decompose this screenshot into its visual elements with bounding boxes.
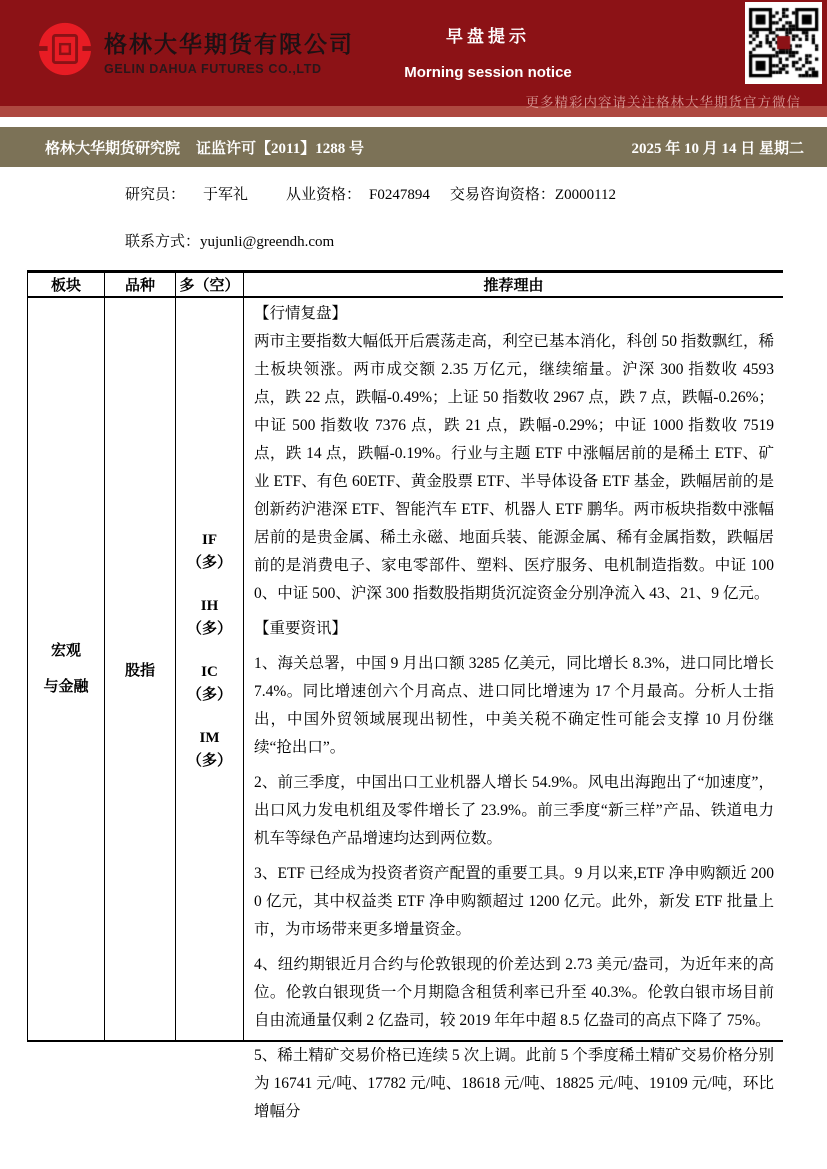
sector-line: 与金融 xyxy=(43,679,89,695)
contact-line xyxy=(125,230,616,251)
research-institute: 格林大华期货研究院 xyxy=(45,140,181,157)
researcher-line xyxy=(125,183,616,204)
researcher-block xyxy=(125,183,616,251)
advisory-number: Z0000112 xyxy=(554,187,617,203)
company-name-cn: 格林大华期货有限公司 xyxy=(104,32,354,57)
sector-line: 宏观 xyxy=(50,643,81,659)
news-item: 4、纽约期银近月合约与伦敦银现的价差达到 2.73 美元/盎司，为近年来的高位。伦敦白银现货一个月期隐含租赁利率已升至 40.3%。伦敦白银市场目前自由流通量仅剩 2 亿盎司，较 2019 年年中超 8.5 亿盎司的高点下降了 75%。 xyxy=(254,956,774,1029)
notice-title-block xyxy=(398,22,578,81)
cert-number: F0247894 xyxy=(369,187,430,203)
direction-long: （多） xyxy=(186,753,232,769)
researcher-name: 于军礼 xyxy=(203,187,249,203)
contract-code: IF xyxy=(201,532,217,548)
news-item: 5、稀土精矿交易价格已连续 5 次上调。此前 5 个季度稀土精矿交易价格分别为 16741 元/吨、17782 元/吨、18618 元/吨、18825 元/吨、19109 元/吨，环比增幅分 xyxy=(254,1047,774,1120)
company-name-en: GELIN DAHUA FUTURES CO.,LTD xyxy=(104,62,322,76)
col-header-variety: 品种 xyxy=(105,273,176,296)
col-header-sector: 板块 xyxy=(28,273,105,296)
position-entry xyxy=(187,727,232,773)
reason-cell xyxy=(244,298,783,1120)
contact-email: yujunli@greendh.com xyxy=(200,234,335,250)
qr-code xyxy=(745,2,822,84)
position-entry xyxy=(187,529,232,575)
direction-long: （多） xyxy=(186,555,232,571)
section-heading-market-review: 【行情复盘】 xyxy=(254,305,348,322)
sector-cell xyxy=(28,298,105,1040)
license-number: 证监许可【2011】1288 号 xyxy=(196,140,364,157)
news-item: 1、海关总署，中国 9 月出口额 3285 亿美元，同比增长 8.3%，进口同比增长 7.4%。同比增速创六个月高点、进口同比增速为 17 个月最高。分析人士指出，中国外贸领域展现出韧性，中美关税不确定性可能会支撑 10 月份继续“抢出口”。 xyxy=(254,655,774,756)
position-entry xyxy=(187,661,232,707)
col-header-reason: 推荐理由 xyxy=(483,278,544,294)
company-name-block xyxy=(104,26,354,76)
info-bar-left xyxy=(45,137,364,158)
table-row xyxy=(28,298,783,1120)
variety-label: 股指 xyxy=(124,662,155,679)
advisory-label: 交易咨询资格： xyxy=(449,187,555,203)
recommendation-table xyxy=(27,270,783,1120)
contract-code: IC xyxy=(201,664,218,680)
notice-title-cn: 早盘提示 xyxy=(446,27,530,46)
variety-cell xyxy=(105,298,176,1040)
wechat-follow-notice: 更多精彩内容请关注格林大华期货官方微信 xyxy=(525,95,801,110)
news-item: 2、前三季度，中国出口工业机器人增长 54.9%。风电出海跑出了“加速度”，出口风力发电机组及零件增长了 23.9%。前三季度“新三样”产品、铁道电力机车等绿色产品增速均达到两位数。 xyxy=(254,774,774,847)
col-header-position: 多（空） xyxy=(176,273,244,296)
direction-long: （多） xyxy=(186,621,232,637)
cert-label: 从业资格： xyxy=(286,187,362,203)
contact-label: 联系方式： xyxy=(125,234,201,250)
market-review-paragraph: 两市主要指数大幅低开后震荡走高，利空已基本消化，科创 50 指数飘红，稀土板块领涨。两市成交额 2.35 万亿元，继续缩量。沪深 300 指数收 4593 点，跌 22 点，跌幅-0.49%；上证 50 指数收 2967 点，跌 7 点，跌幅-0.26%；中证 500 指数收 7376 点，跌 21 点，跌幅-0.29%；中证 1000 指数收 7519 点，跌 14 点，跌幅-0.19%。行业与主题 ETF 中涨幅居前的是稀土 ETF、矿业 ETF、有色 60ETF、黄金股票 ETF、半导体设备 ETF 基金，跌幅居前的是创新药沪港深 ETF、智能汽车 ETF、机器人 ETF 鹏华。两市板块指数中涨幅居前的是贵金属、稀土永磁、地面兵装、能源金属、稀有金属指数，跌幅居前的是消费电子、家电零部件、塑料、医疗服务、电机制造指数。中证 1000、中证 500、沪深 300 指数股指期货沉淀资金分别净流入 43、21、9 亿元。 xyxy=(254,333,774,602)
contract-code: IM xyxy=(199,730,220,746)
position-cell xyxy=(176,298,244,1040)
direction-long: （多） xyxy=(186,687,232,703)
section-heading-important-news: 【重要资讯】 xyxy=(254,620,348,637)
report-date: 2025 年 10 月 14 日 星期二 xyxy=(631,140,804,157)
company-logo-icon xyxy=(36,20,94,78)
contract-code: IH xyxy=(200,598,219,614)
researcher-label: 研究员： xyxy=(125,187,186,203)
news-item: 3、ETF 已经成为投资者资产配置的重要工具。9 月以来,ETF 净申购额近 2000 亿元，其中权益类 ETF 净申购额超过 1200 亿元。此外，新发 ETF 批量上市，为市场带来更多增量资金。 xyxy=(254,865,774,938)
position-entry xyxy=(187,595,232,641)
info-bar xyxy=(0,127,827,167)
table-header-row xyxy=(28,273,783,298)
notice-title-en: Morning session notice xyxy=(404,64,572,81)
